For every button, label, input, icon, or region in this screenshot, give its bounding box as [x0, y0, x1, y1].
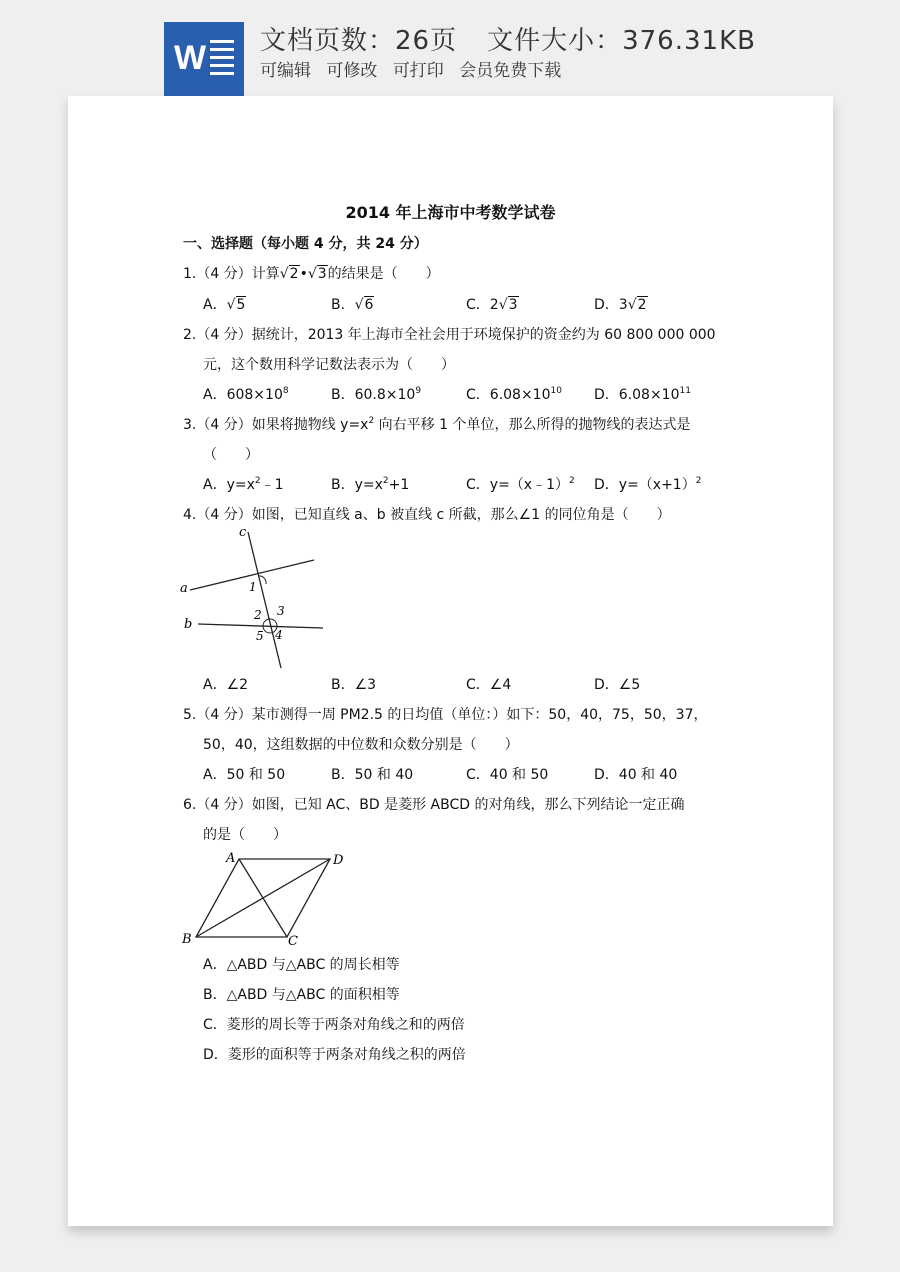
rhombus-figure [178, 850, 356, 946]
q2-option-d: D．$6.08\times 10^{11}$ [594, 386, 691, 403]
q6-option-c: C．菱形的周长等于两条对角线之和的两倍 [203, 1017, 465, 1033]
feature-printable: 可打印 [392, 61, 444, 81]
q6-option-a: A．△ABD 与△ABC 的周长相等 [203, 957, 400, 973]
q1-prefix: 1.（4 分）计算 [183, 266, 280, 282]
banner-title [260, 20, 756, 57]
q5-option-c: C．40 和 50 [466, 767, 549, 783]
q1-option-c: C．2√3 [466, 297, 518, 313]
q1-option-d: D．3√2 [594, 297, 647, 313]
question-6-line-1: 6.（4 分）如图，已知 AC、BD 是菱形 ABCD 的对角线，那么下列结论一定正确 [183, 797, 685, 813]
q1-option-b: B．√6 [331, 297, 374, 313]
feature-member-download: 会员免费下载 [459, 61, 562, 81]
vertex-a-label: A [226, 851, 236, 866]
q1-radicand-2: 3 [317, 266, 327, 282]
parallel-lines-figure [176, 524, 336, 672]
q4-option-a: A．∠2 [203, 677, 249, 693]
feature-list [260, 56, 561, 81]
q1-dot: • [299, 266, 308, 282]
q6-option-d: D．菱形的面积等于两条对角线之积的两倍 [203, 1047, 466, 1063]
q5-option-d: D．40 和 40 [594, 767, 678, 783]
question-3-line-1: 3.（4 分）如果将抛物线 $y=x^2$ 向右平移 1 个单位，那么所得的抛物线的表达式是 [183, 416, 691, 433]
word-document-icon [164, 22, 244, 96]
q3-option-d: D．$y=(x+1)^2$ [594, 476, 702, 493]
question-5-line-1: 5.（4 分）某市测得一周 PM2.5 的日均值（单位：）如下：50，40，75，50，37， [183, 707, 708, 723]
word-logo-letter: W [174, 39, 207, 77]
question-5-line-2: 50，40，这组数据的中位数和众数分别是（ ） [203, 737, 519, 753]
q1-suffix: 的结果是（ ） [327, 266, 440, 282]
sqrt-icon: √ [627, 297, 637, 313]
feature-editable: 可编辑 [260, 61, 311, 81]
question-4: 4.（4 分）如图，已知直线 a、b 被直线 c 所截，那么∠1 的同位角是（ ） [183, 507, 671, 523]
diagonal-bd [196, 859, 330, 937]
question-2-line-2: 元，这个数用科学记数法表示为（ ） [203, 357, 455, 373]
vertex-c-label: C [288, 934, 298, 946]
document-lines-icon [210, 40, 234, 80]
sqrt-icon: √ [498, 297, 508, 313]
label-angle-3: 3 [277, 604, 285, 618]
feature-modifiable: 可修改 [326, 61, 378, 81]
sqrt-icon: √ [307, 266, 317, 282]
q4-option-d: D．∠5 [594, 677, 641, 693]
question-3-line-2: （ ） [203, 447, 259, 463]
q3-option-a: A．$y=x^2﹣1$ [203, 476, 284, 493]
q2-option-b: B．$60.8\times 10^9$ [331, 386, 422, 403]
label-c: c [239, 525, 247, 540]
q1-option-a: A．√5 [203, 297, 246, 313]
line-b [198, 624, 323, 628]
label-angle-4: 4 [275, 628, 283, 642]
q3-option-c: C．y=（x﹣1）$^2$ [466, 476, 575, 493]
vertex-b-label: B [182, 932, 192, 946]
sqrt-icon: √ [279, 266, 289, 282]
q6-option-b: B．△ABD 与△ABC 的面积相等 [203, 987, 400, 1003]
q4-option-c: C．∠4 [466, 677, 512, 693]
q3-option-b: B．$y=x^2+1$ [331, 476, 410, 493]
q5-option-a: A．50 和 50 [203, 767, 286, 783]
q5-option-b: B．50 和 40 [331, 767, 414, 783]
question-6-line-2: 的是（ ） [203, 827, 287, 843]
line-c [248, 532, 281, 668]
label-angle-5: 5 [256, 629, 264, 643]
sqrt-icon: √ [354, 297, 364, 313]
file-size: 文件大小：376.31KB [487, 26, 756, 56]
label-angle-2: 2 [254, 608, 262, 622]
file-info-banner [0, 0, 900, 96]
section-heading: 一、选择题（每小题 4 分，共 24 分） [183, 236, 428, 252]
document-page [68, 96, 833, 1226]
sqrt-icon: √ [226, 297, 236, 313]
q4-option-b: B．∠3 [331, 677, 377, 693]
page-count: 文档页数：26页 [260, 26, 458, 56]
label-angle-1: 1 [249, 580, 257, 594]
question-2-line-1: 2.（4 分）据统计，2013 年上海市全社会用于环境保护的资金约为 60 800 000 000 [183, 327, 716, 343]
label-b: b [184, 617, 193, 632]
vertex-d-label: D [333, 853, 344, 868]
label-a: a [180, 581, 188, 596]
q1-radicand-1: 2 [289, 266, 299, 282]
q2-option-c: C．$6.08\times 10^{10}$ [466, 386, 562, 403]
question-1 [183, 265, 440, 283]
q2-option-a: A．$608\times 10^8$ [203, 386, 289, 403]
exam-title: 2014 年上海市中考数学试卷 [345, 203, 556, 222]
